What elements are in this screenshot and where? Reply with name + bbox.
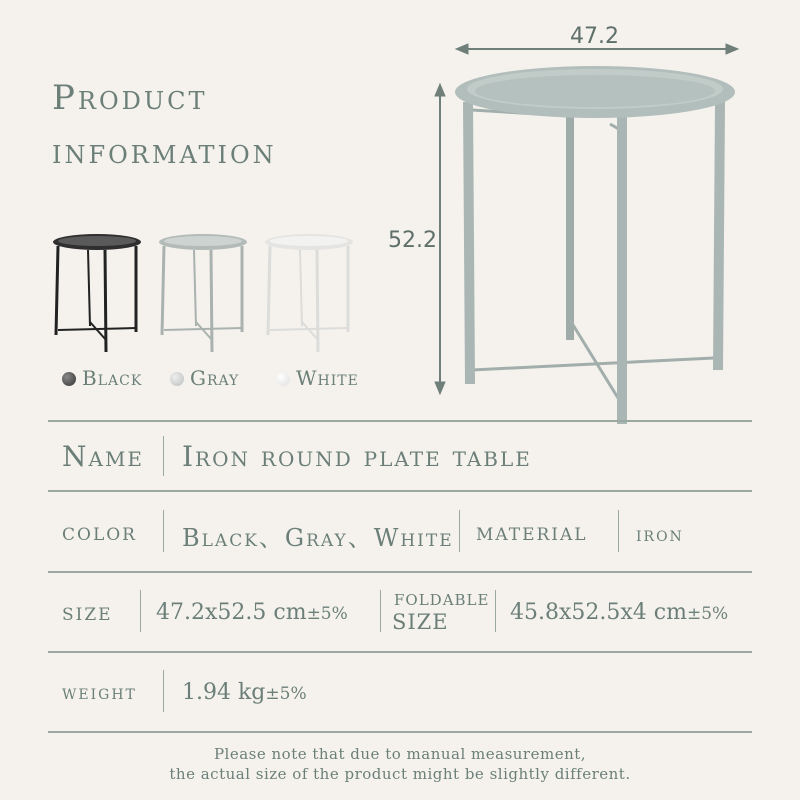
separator — [140, 590, 141, 632]
title-line-2: information — [52, 132, 277, 172]
width-dimension: 47.2 — [570, 24, 619, 49]
separator — [163, 510, 164, 552]
weight-tolerance: ±5% — [265, 684, 307, 704]
size-value — [156, 600, 348, 625]
foldable-tolerance: ±5% — [686, 604, 729, 624]
weight-number: 1.94 kg — [182, 680, 266, 705]
separator — [163, 436, 164, 476]
separator — [618, 510, 619, 552]
white-table-image — [265, 234, 353, 352]
foldable-label-1: FOLDABLE — [394, 591, 490, 609]
separator — [459, 510, 460, 552]
black-table-image — [53, 234, 141, 352]
foldable-number: 45.8x52.5x4 cm — [510, 600, 687, 625]
swatch-white — [276, 366, 359, 390]
divider — [48, 731, 752, 733]
material-label: material — [476, 518, 588, 546]
divider — [48, 651, 752, 653]
divider — [48, 490, 752, 492]
separator — [495, 590, 496, 632]
height-dimension: 52.2 — [388, 228, 437, 253]
color-variants-illustration — [48, 230, 368, 360]
name-value: Iron round plate table — [182, 440, 532, 473]
foldable-label-2: SIZE — [392, 610, 449, 634]
main-table-illustration — [380, 20, 780, 440]
white-dot-icon — [276, 372, 290, 386]
swatch-gray — [170, 366, 239, 390]
swatch-label: Black — [82, 366, 143, 390]
separator — [380, 590, 381, 632]
swatch-label: White — [296, 366, 359, 390]
gray-table-image — [159, 234, 247, 352]
black-dot-icon — [62, 372, 76, 386]
size-tolerance: ±5% — [306, 604, 348, 624]
separator — [163, 670, 164, 712]
measurement-note-line-2: the actual size of the product might be slightly different. — [169, 765, 631, 783]
measurement-note-line-1: Please note that due to manual measurement, — [213, 745, 587, 763]
divider — [48, 571, 752, 573]
size-number: 47.2x52.5 cm — [156, 600, 307, 625]
divider — [48, 420, 752, 422]
size-label: size — [62, 598, 113, 626]
foldable-value — [510, 600, 728, 625]
swatch-label: Gray — [190, 366, 240, 390]
gray-dot-icon — [170, 372, 184, 386]
color-value: Black、Gray、White — [182, 524, 454, 552]
name-label: Name — [62, 440, 145, 473]
swatch-black — [62, 366, 142, 390]
color-label: color — [62, 518, 137, 546]
weight-label: weight — [62, 680, 137, 704]
weight-value — [182, 680, 307, 705]
title-line-1: Product — [52, 78, 208, 118]
material-value: iron — [636, 522, 684, 546]
